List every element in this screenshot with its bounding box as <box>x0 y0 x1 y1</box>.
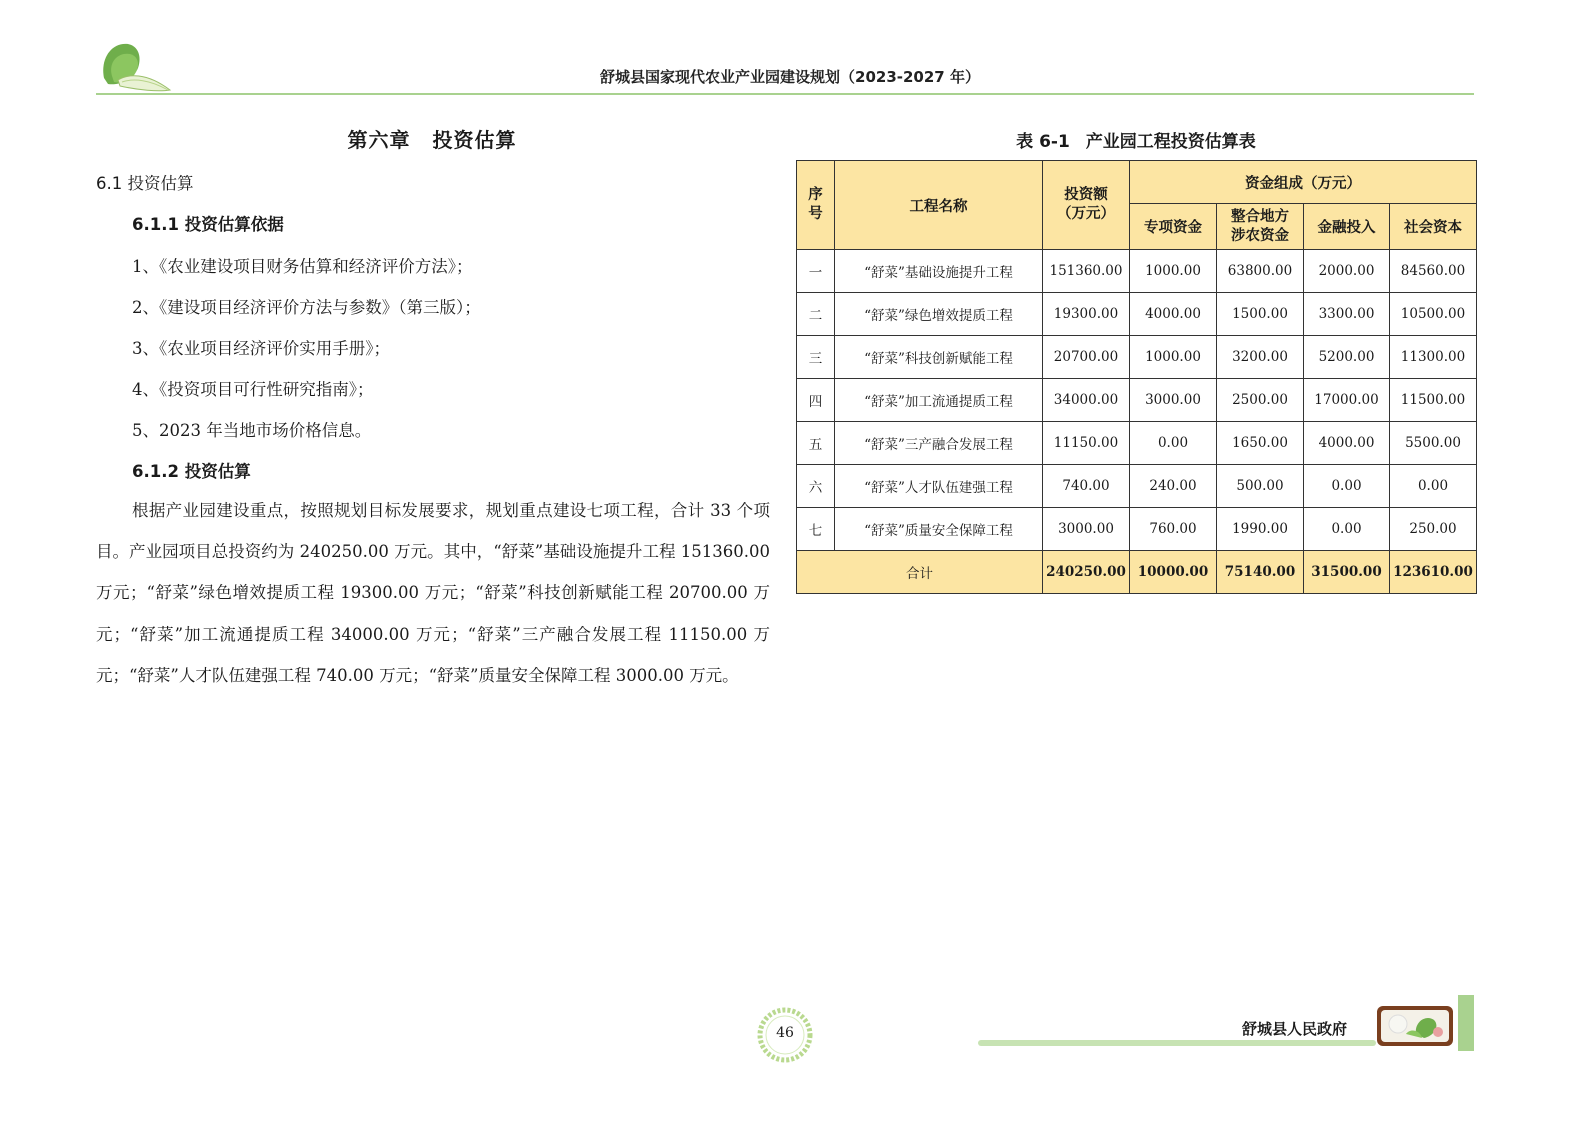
header-integrated-funds: 整合地方 涉农资金 <box>1217 204 1304 250</box>
cell-social: 0.00 <box>1390 465 1477 508</box>
cell-seq: 三 <box>797 336 835 379</box>
table-caption-number: 表 6-1 <box>1016 132 1070 152</box>
cell-invest: 151360.00 <box>1043 250 1130 293</box>
cell-invest: 3000.00 <box>1043 508 1130 551</box>
reference-item: 2、《建设项目经济评价方法与参数》（第三版）； <box>132 298 481 317</box>
footer-accent-bar <box>1458 995 1474 1051</box>
chapter-title <box>96 124 768 153</box>
cell-invest: 740.00 <box>1043 465 1130 508</box>
cell-finance: 17000.00 <box>1304 379 1390 422</box>
reference-item: 1、《农业建设项目财务估算和经济评价方法》； <box>132 257 473 276</box>
reference-item: 4、《投资项目可行性研究指南》； <box>132 380 374 399</box>
cell-name: “舒菜”人才队伍建强工程 <box>835 465 1043 508</box>
investment-table <box>796 160 1477 594</box>
header-financial-input: 金融投入 <box>1304 204 1390 250</box>
cell-special: 240.00 <box>1130 465 1217 508</box>
cell-total-social: 123610.00 <box>1390 551 1477 594</box>
cell-name: “舒菜”三产融合发展工程 <box>835 422 1043 465</box>
cell-name: “舒菜”加工流通提质工程 <box>835 379 1043 422</box>
table-row <box>797 422 1477 465</box>
cell-name: “舒菜”基础设施提升工程 <box>835 250 1043 293</box>
cell-name: “舒菜”科技创新赋能工程 <box>835 336 1043 379</box>
cell-integrated: 1990.00 <box>1217 508 1304 551</box>
cell-special: 3000.00 <box>1130 379 1217 422</box>
footer-divider <box>978 1040 1376 1046</box>
header-project-name: 工程名称 <box>835 161 1043 250</box>
cell-total-label: 合计 <box>797 551 1043 594</box>
cell-total-integrated: 75140.00 <box>1217 551 1304 594</box>
cell-integrated: 3200.00 <box>1217 336 1304 379</box>
table-row <box>797 293 1477 336</box>
cell-special: 760.00 <box>1130 508 1217 551</box>
cell-social: 250.00 <box>1390 508 1477 551</box>
table-row <box>797 465 1477 508</box>
cell-special: 0.00 <box>1130 422 1217 465</box>
reference-item: 5、2023 年当地市场价格信息。 <box>132 421 372 440</box>
table-row <box>797 379 1477 422</box>
cell-seq: 四 <box>797 379 835 422</box>
cell-name: “舒菜”质量安全保障工程 <box>835 508 1043 551</box>
cell-invest: 19300.00 <box>1043 293 1130 336</box>
cell-finance: 2000.00 <box>1304 250 1390 293</box>
cell-social: 11300.00 <box>1390 336 1477 379</box>
cell-integrated: 1650.00 <box>1217 422 1304 465</box>
section-heading-6-1: 6.1 投资估算 <box>96 174 194 193</box>
table-row <box>797 250 1477 293</box>
body-paragraph: 根据产业园建设重点，按照规划目标发展要求，规划重点建设七项工程，合计 33 个项目。产业园项目总投资约为 240250.00 万元。其中，“舒菜”基础设施提升工程 151360.00 万元；“舒菜”绿色增效提质工程 19300.00 万元；“舒菜”科技创新赋能工程 20700.00 万元；“舒菜”加工流通提质工程 34000.00 万元；“舒菜”三产融合发展工程 11150.00 万元；“舒菜”人才队伍建强工程 740.00 万元；“舒菜”质量安全保障工程 3000.00 万元。 <box>96 501 770 685</box>
header-funding-composition: 资金组成（万元） <box>1130 161 1477 204</box>
cell-social: 11500.00 <box>1390 379 1477 422</box>
cell-integrated: 500.00 <box>1217 465 1304 508</box>
bok-choy-icon <box>98 38 174 96</box>
header-special-funds: 专项资金 <box>1130 204 1217 250</box>
cell-invest: 11150.00 <box>1043 422 1130 465</box>
cell-finance: 4000.00 <box>1304 422 1390 465</box>
table-total-row <box>797 551 1477 594</box>
chapter-number: 第六章 <box>347 128 411 152</box>
cell-finance: 0.00 <box>1304 508 1390 551</box>
header-divider <box>96 93 1474 95</box>
header-investment: 投资额 （万元） <box>1043 161 1130 250</box>
cell-finance: 0.00 <box>1304 465 1390 508</box>
cell-special: 4000.00 <box>1130 293 1217 336</box>
header-social-capital: 社会资本 <box>1390 204 1477 250</box>
cell-total-special: 10000.00 <box>1130 551 1217 594</box>
cell-social: 5500.00 <box>1390 422 1477 465</box>
cell-invest: 20700.00 <box>1043 336 1130 379</box>
footer-organization: 舒城县人民政府 <box>1242 1020 1348 1038</box>
page-number: 46 <box>776 1025 794 1041</box>
cell-seq: 五 <box>797 422 835 465</box>
cell-invest: 34000.00 <box>1043 379 1130 422</box>
table-caption-text: 产业园工程投资估算表 <box>1085 132 1256 152</box>
cell-finance: 3300.00 <box>1304 293 1390 336</box>
cell-seq: 二 <box>797 293 835 336</box>
cell-special: 1000.00 <box>1130 250 1217 293</box>
cell-seq: 六 <box>797 465 835 508</box>
table-row <box>797 336 1477 379</box>
reference-item: 3、《农业项目经济评价实用手册》； <box>132 339 390 358</box>
cell-seq: 一 <box>797 250 835 293</box>
section-heading-6-1-2: 6.1.2 投资估算 <box>132 462 251 481</box>
cell-integrated: 1500.00 <box>1217 293 1304 336</box>
cell-social: 10500.00 <box>1390 293 1477 336</box>
cell-social: 84560.00 <box>1390 250 1477 293</box>
cell-special: 1000.00 <box>1130 336 1217 379</box>
cell-name: “舒菜”绿色增效提质工程 <box>835 293 1043 336</box>
section-heading-6-1-1: 6.1.1 投资估算依据 <box>132 215 284 234</box>
chapter-name: 投资估算 <box>432 128 517 152</box>
header-title: 舒城县国家现代农业产业园建设规划（2023-2027 年） <box>600 68 980 86</box>
header-seq: 序 号 <box>797 161 835 250</box>
cell-finance: 5200.00 <box>1304 336 1390 379</box>
cell-seq: 七 <box>797 508 835 551</box>
vegetable-tray-icon <box>1376 1004 1454 1048</box>
cell-total-finance: 31500.00 <box>1304 551 1390 594</box>
cell-integrated: 63800.00 <box>1217 250 1304 293</box>
table-row <box>797 508 1477 551</box>
table-caption <box>796 127 1476 152</box>
cell-integrated: 2500.00 <box>1217 379 1304 422</box>
cell-total-invest: 240250.00 <box>1043 551 1130 594</box>
